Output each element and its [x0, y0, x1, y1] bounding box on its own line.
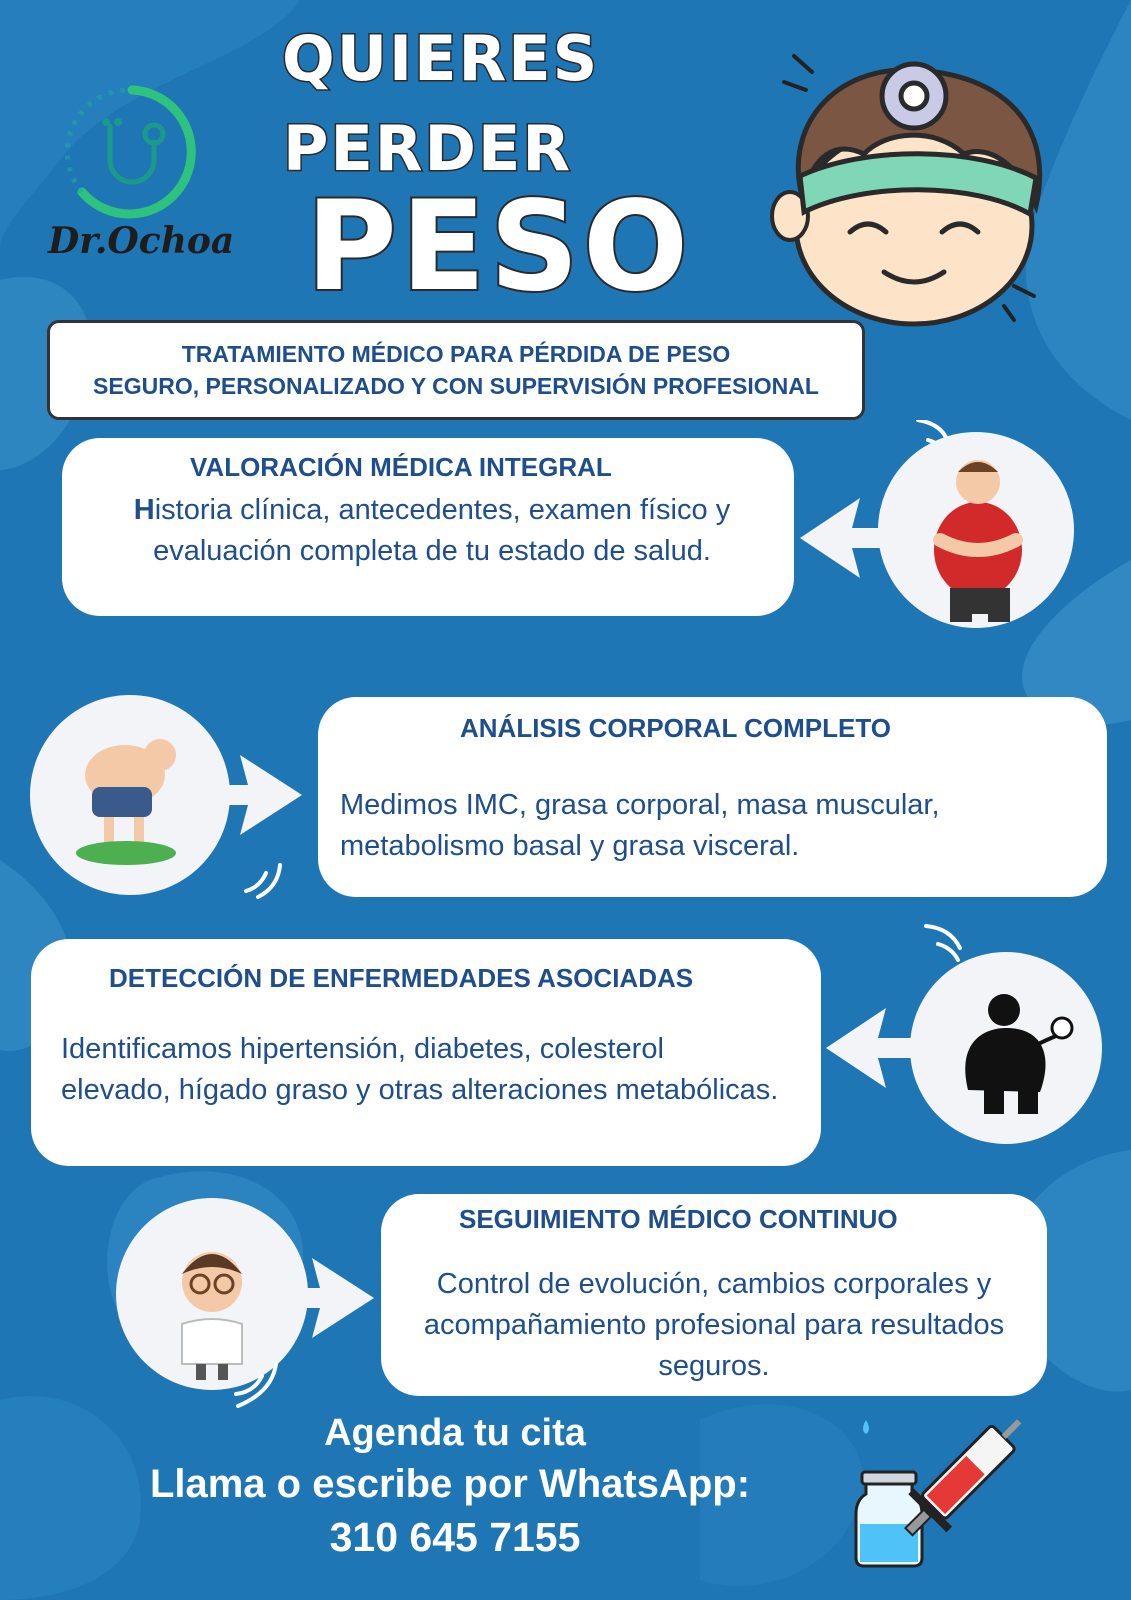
card-body: Medimos IMC, grasa corporal, masa muscular, metabolismo basal y grasa visceral.	[340, 789, 940, 862]
title-line-2: PERDER	[283, 112, 573, 185]
subtitle-line-2: SEGURO, PERSONALIZADO Y CON SUPERVISIÓN PROFESIONAL	[93, 373, 819, 399]
man-on-scale-icon	[30, 695, 302, 915]
card-body	[102, 490, 762, 572]
title-line-3: PESO	[306, 175, 693, 319]
title-line-1: QUIERES	[282, 22, 600, 95]
feature-card-disease-detection	[31, 939, 821, 1166]
card-title: SEGUIMIENTO MÉDICO CONTINUO	[459, 1204, 898, 1234]
feature-card-follow-up	[381, 1194, 1047, 1396]
overweight-man-icon	[800, 420, 1080, 650]
blood-pressure-patient-icon	[826, 920, 1106, 1150]
card-body-initial: H	[133, 494, 155, 526]
stethoscope-icon	[62, 82, 202, 222]
card-body: Control de evolución, cambios corporales y acompañamiento profesional para resultados seguros.	[423, 1268, 1005, 1382]
subtitle-box	[47, 320, 865, 420]
doctor-avatar-icon	[112, 1194, 374, 1424]
feature-card-body-analysis	[318, 697, 1107, 897]
feature-card-assessment	[62, 438, 794, 616]
card-body-text: istoria clínica, antecedentes, examen físico y evaluación completa de tu estado de salud.	[153, 494, 731, 567]
happy-doctor-face-icon	[764, 36, 1094, 336]
subtitle-line-1: TRATAMIENTO MÉDICO PARA PÉRDIDA DE PESO	[181, 341, 731, 367]
card-title: ANÁLISIS CORPORAL COMPLETO	[460, 713, 891, 743]
cta-whatsapp: Llama o escribe por WhatsApp:	[149, 1462, 751, 1506]
cta-heading: Agenda tu cita	[324, 1412, 586, 1454]
card-body: Identificamos hipertensión, diabetes, colesterol elevado, hígado graso y otras alteraciones metabólicas.	[61, 1033, 779, 1106]
brand-name: Dr.Ochoa	[48, 220, 235, 262]
syringe-vial-icon	[852, 1410, 1032, 1570]
card-title: DETECCIÓN DE ENFERMEDADES ASOCIADAS	[109, 963, 694, 993]
card-title: VALORACIÓN MÉDICA INTEGRAL	[190, 452, 612, 482]
cta-phone[interactable]: 310 645 7155	[329, 1514, 581, 1560]
